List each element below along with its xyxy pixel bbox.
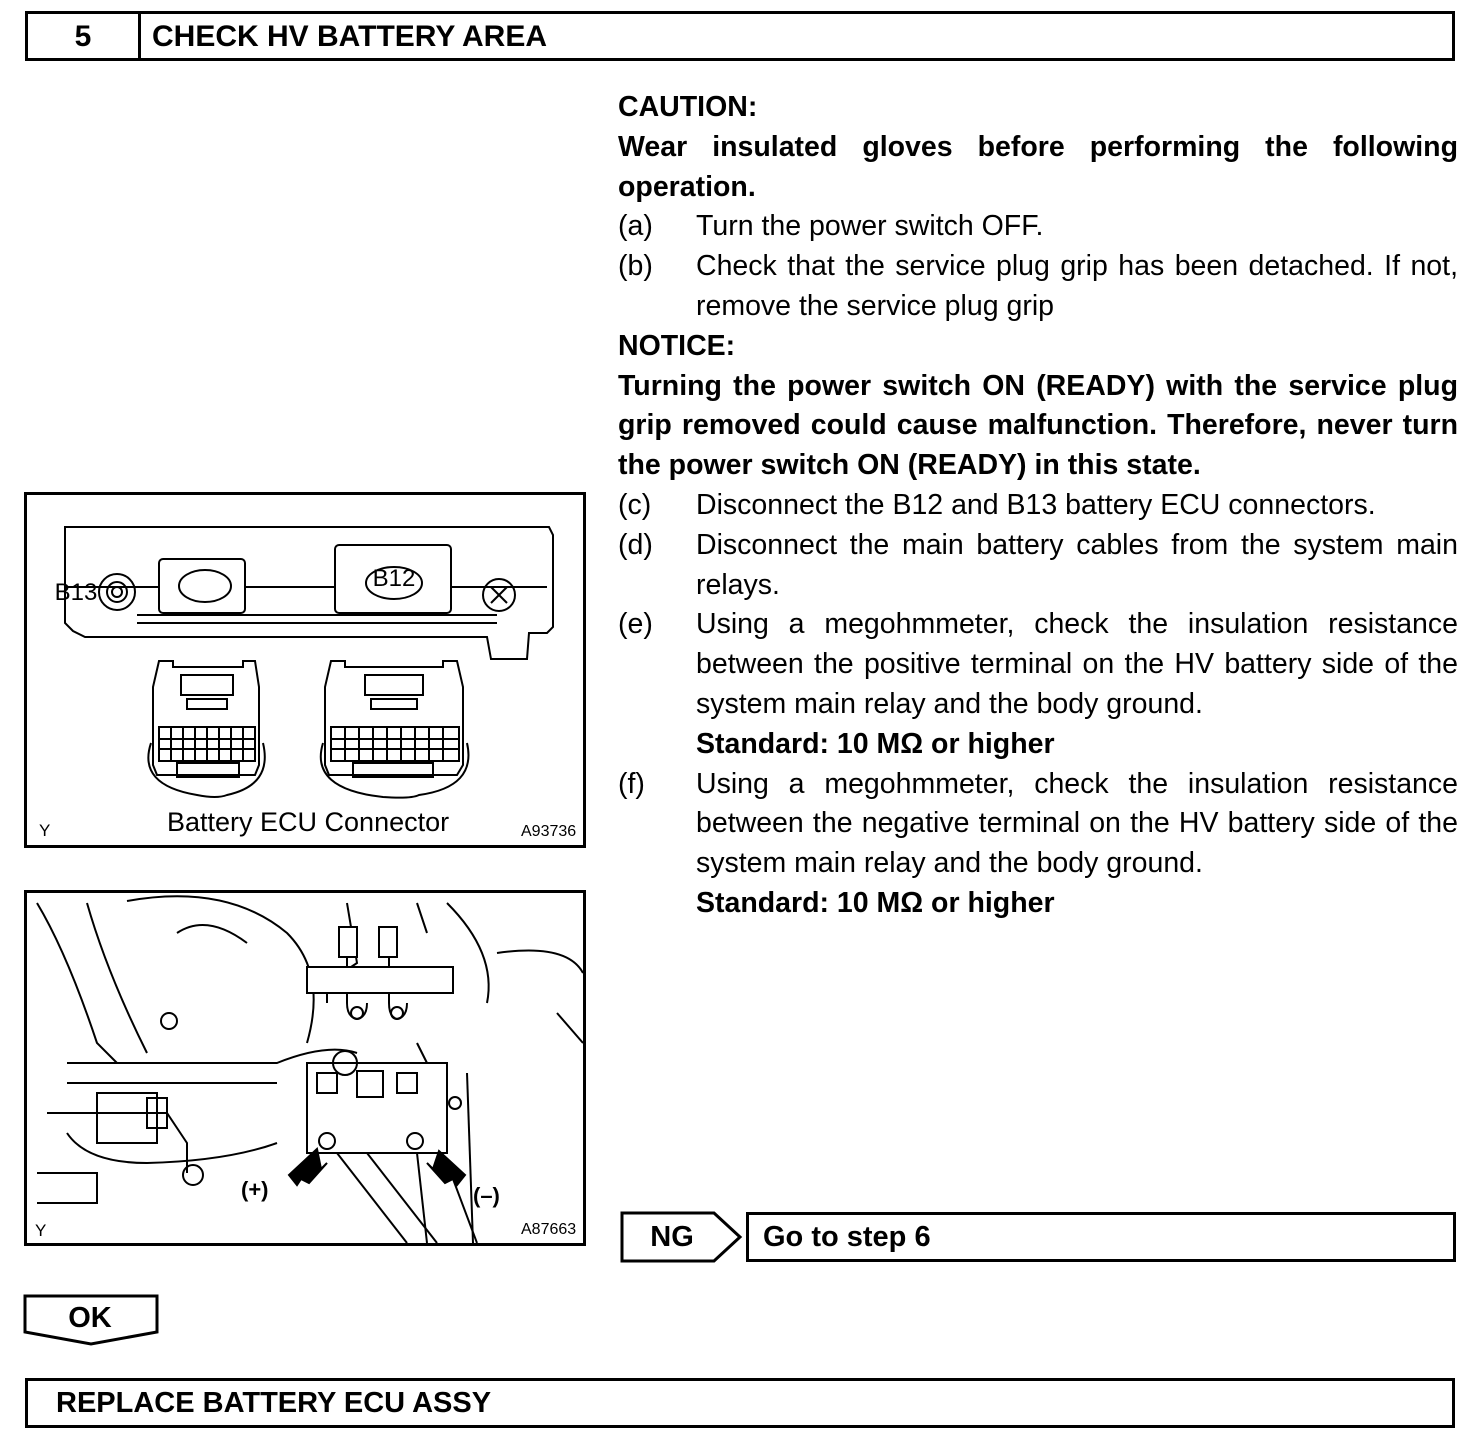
- item-text: Using a megohmmeter, check the insulation resistance between the positive terminal on the HV battery side of the system main relay and the body ground.: [696, 608, 1458, 720]
- item-text: Using a megohmmeter, check the insulation resistance between the negative terminal on the HV battery side of the system main relay and the body ground.: [696, 767, 1458, 880]
- standard-value: Standard: 10 MΩ or higher: [696, 886, 1055, 919]
- notice-text: Turning the power switch ON (READY) with the service plug grip removed could cause malfunction. Therefore, never turn the power switch ON (READY) in this state.: [618, 369, 1458, 482]
- notice-heading: NOTICE:: [618, 329, 736, 362]
- step-number: 5: [28, 14, 141, 58]
- ng-result-box: Go to step 6: [746, 1212, 1456, 1262]
- procedure-text: [618, 88, 1458, 924]
- figure-system-main-relay: [24, 890, 586, 1246]
- ok-arrow-box: [23, 1294, 161, 1346]
- standard-value: Standard: 10 MΩ or higher: [696, 727, 1055, 760]
- item-text: Disconnect the B12 and B13 battery ECU connectors.: [696, 488, 1376, 521]
- item-text: Turn the power switch OFF.: [696, 210, 1044, 243]
- procedure-item: [618, 207, 1458, 247]
- figure1-code: A93736: [521, 823, 577, 840]
- final-action-box: REPLACE BATTERY ECU ASSY: [25, 1378, 1455, 1428]
- procedure-item: [618, 765, 1458, 884]
- procedure-item: [618, 605, 1458, 724]
- figure2-letter: Y: [35, 1221, 47, 1240]
- procedure-item: [618, 526, 1458, 606]
- item-text: Check that the service plug grip has been detached. If not, remove the service plug grip: [696, 250, 1458, 322]
- caution-heading: CAUTION:: [618, 91, 758, 123]
- battery-ecu-illustration: [27, 495, 583, 845]
- item-label: (d): [618, 528, 653, 561]
- positive-terminal-label: (+): [241, 1177, 269, 1202]
- procedure-item: [618, 247, 1458, 327]
- step-title: CHECK HV BATTERY AREA: [152, 20, 548, 53]
- item-label: (a): [618, 210, 653, 243]
- b12-label: B12: [372, 565, 416, 592]
- figure1-caption: Battery ECU Connector: [167, 807, 450, 837]
- procedure-item: [618, 486, 1458, 526]
- ng-label: NG: [650, 1221, 694, 1253]
- figure1-letter: Y: [39, 821, 51, 840]
- ng-arrow-box: [620, 1211, 743, 1263]
- caution-text: Wear insulated gloves before performing the following operation.: [618, 130, 1458, 203]
- figure-battery-ecu-connector: [24, 492, 586, 848]
- step-header: [25, 11, 1455, 61]
- ok-label: OK: [68, 1302, 112, 1334]
- negative-terminal-label: (–): [473, 1183, 500, 1208]
- item-text: Disconnect the main battery cables from the system main relays.: [696, 528, 1458, 601]
- b13-label: B13: [54, 579, 98, 606]
- item-label: (c): [618, 488, 652, 521]
- item-label: (f): [618, 767, 645, 800]
- item-label: (e): [618, 608, 653, 641]
- item-label: (b): [618, 250, 653, 283]
- figure2-code: A87663: [521, 1221, 577, 1238]
